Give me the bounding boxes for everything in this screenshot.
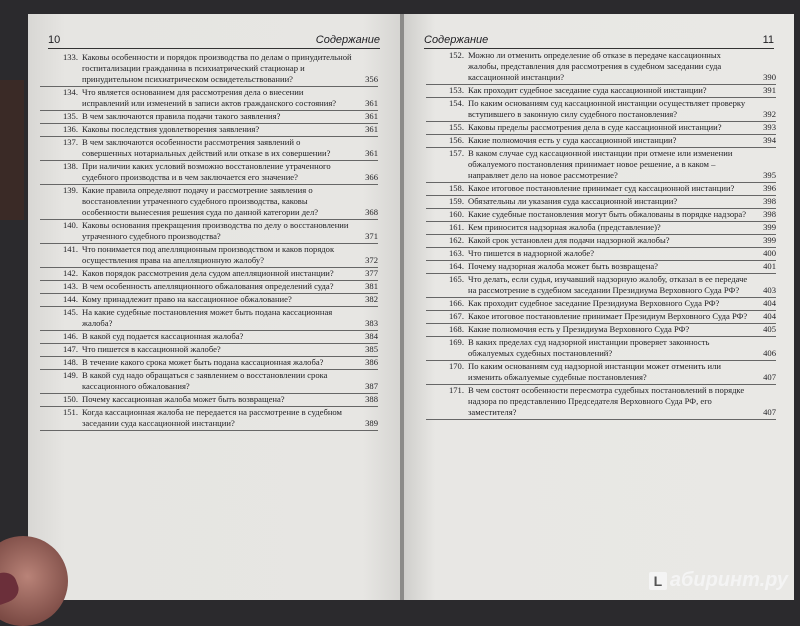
running-title: Содержание — [315, 34, 380, 46]
toc-entry — [426, 122, 776, 135]
toc-entry — [40, 370, 378, 394]
toc-entry — [40, 137, 378, 161]
toc-entry — [426, 148, 776, 183]
toc-entry-text: Почему надзорная жалоба может быть возвращена? — [468, 261, 658, 271]
toc-entry-page: 368 — [365, 207, 378, 217]
toc-entry-page: 390 — [763, 72, 776, 82]
toc-entry-number: 150. — [62, 394, 78, 404]
toc-entry-text: Можно ли отменить определение об отказе в передаче кассационных жалобы, представления для рассмотрения в судебном заседании суда кассационной инстанции? — [468, 50, 722, 82]
toc-entry-text: Как проходит судебное заседание Президиума Верховного Суда РФ? — [468, 298, 720, 308]
toc-entry-text: Кому принадлежит право на кассационное обжалование? — [82, 294, 292, 304]
toc-entry — [40, 220, 378, 244]
toc-entry-text: Какие полномочия есть у Президиума Верховного Суда РФ? — [468, 324, 690, 334]
toc-entry — [40, 394, 378, 407]
toc-list — [40, 52, 378, 431]
toc-entry — [40, 281, 378, 294]
toc-entry-page: 371 — [365, 231, 378, 241]
toc-entry-page: 398 — [763, 209, 776, 219]
toc-entry-number: 164. — [448, 261, 464, 271]
toc-entry-text: Каковы основания прекращения производства по делу о восстановлении утраченного судебного производства? — [82, 220, 349, 241]
toc-entry-page: 361 — [365, 148, 378, 158]
toc-entry-text: Каковы пределы рассмотрения дела в суде кассационной инстанции? — [468, 122, 722, 132]
page-number: 11 — [762, 34, 774, 46]
toc-entry-number: 143. — [62, 281, 78, 291]
toc-entry-page: 403 — [763, 285, 776, 295]
toc-entry-number: 169. — [448, 337, 464, 347]
toc-entry-text: Как проходит судебное заседание суда кассационной инстанции? — [468, 85, 707, 95]
toc-entry-page: 383 — [365, 318, 378, 328]
toc-entry-page: 406 — [763, 348, 776, 358]
toc-entry-text: Что является основанием для рассмотрения дела о внесении исправлений или изменений в записи актов гражданского состояния? — [82, 87, 337, 108]
toc-entry-page: 361 — [365, 98, 378, 108]
toc-entry-number: 166. — [448, 298, 464, 308]
toc-entry — [426, 183, 776, 196]
toc-entry-text: Обязательны ли указания суда кассационной инстанции? — [468, 196, 678, 206]
toc-entry-number: 156. — [448, 135, 464, 145]
toc-entry-number: 136. — [62, 124, 78, 134]
toc-entry-number: 141. — [62, 244, 78, 254]
running-title: Содержание — [424, 34, 489, 46]
watermark-logo — [649, 569, 788, 592]
toc-entry — [426, 209, 776, 222]
toc-entry — [40, 185, 378, 220]
toc-entry — [426, 298, 776, 311]
toc-entry-page: 407 — [763, 372, 776, 382]
toc-entry — [40, 407, 378, 431]
toc-entry-text: Что пишется в кассационной жалобе? — [82, 344, 221, 354]
toc-entry-text: В каких пределах суд надзорной инстанции проверяет законность обжалуемых судебных постановлений? — [468, 337, 710, 358]
toc-entry — [40, 52, 378, 87]
toc-entry-text: По каким основаниям суд кассационной инстанции осуществляет проверку вступившего в законную силу судебного постановления? — [468, 98, 746, 119]
toc-entry-text: В каком случае суд кассационной инстанции при отмене или изменении обжалуемого постановления принимает новое решение, а в каком – направляет дело на новое рассмотрение? — [468, 148, 733, 180]
toc-entry-page: 395 — [763, 170, 776, 180]
toc-entry-number: 144. — [62, 294, 78, 304]
toc-entry-text: В какой суд подается кассационная жалоба? — [82, 331, 244, 341]
toc-entry-text: По каким основаниям суд надзорной инстанции может отменить или изменить обжалуемые судебные постановления? — [468, 361, 722, 382]
toc-entry — [426, 324, 776, 337]
toc-entry-number: 168. — [448, 324, 464, 334]
toc-entry-page: 396 — [763, 183, 776, 193]
toc-entry-number: 171. — [448, 385, 464, 395]
toc-entry-page: 391 — [763, 85, 776, 95]
toc-entry-page: 399 — [763, 222, 776, 232]
toc-entry-text: Что делать, если судья, изучавший надзорную жалобу, отказал в ее передаче на рассмотрение в судебном заседании Президиума Верховного Суда РФ? — [468, 274, 748, 295]
toc-entry-page: 392 — [763, 109, 776, 119]
toc-entry — [426, 311, 776, 324]
toc-entry-page: 385 — [365, 344, 378, 354]
toc-entry-number: 161. — [448, 222, 464, 232]
toc-entry-number: 134. — [62, 87, 78, 97]
toc-entry-number: 139. — [62, 185, 78, 195]
labirint-logo-icon: L — [649, 572, 667, 590]
toc-entry — [426, 222, 776, 235]
toc-entry-page: 404 — [763, 311, 776, 321]
toc-entry-page: 388 — [365, 394, 378, 404]
toc-entry-page: 398 — [763, 196, 776, 206]
toc-entry-text: В чем заключаются правила подачи такого заявления? — [82, 111, 281, 121]
toc-entry-text: В чем особенность апелляционного обжалования определений суда? — [82, 281, 334, 291]
toc-entry-text: Каков порядок рассмотрения дела судом апелляционной инстанции? — [82, 268, 334, 278]
toc-entry-number: 148. — [62, 357, 78, 367]
toc-entry — [40, 344, 378, 357]
page-header — [48, 28, 380, 49]
toc-entry-page: 393 — [763, 122, 776, 132]
toc-entry-text: Какое итоговое постановление принимает суд кассационной инстанции? — [468, 183, 735, 193]
toc-entry-number: 163. — [448, 248, 464, 258]
toc-entry-text: В чем заключаются особенности рассмотрения заявлений о совершенных нотариальных действий или отказе в их совершении? — [82, 137, 331, 158]
toc-entry-number: 162. — [448, 235, 464, 245]
toc-entry-number: 153. — [448, 85, 464, 95]
toc-entry-page: 382 — [365, 294, 378, 304]
toc-entry-number: 133. — [62, 52, 78, 62]
toc-entry-page: 399 — [763, 235, 776, 245]
toc-entry-page: 389 — [365, 418, 378, 428]
toc-entry-text: Какие полномочия есть у суда кассационной инстанции? — [468, 135, 677, 145]
toc-entry — [426, 261, 776, 274]
toc-entry-number: 147. — [62, 344, 78, 354]
page-number: 10 — [48, 34, 61, 46]
toc-entry — [426, 235, 776, 248]
toc-entry — [40, 294, 378, 307]
toc-entry-page: 394 — [763, 135, 776, 145]
toc-entry-number: 152. — [448, 50, 464, 60]
toc-entry-number: 140. — [62, 220, 78, 230]
toc-entry-text: Когда кассационная жалоба не передается на рассмотрение в судебном заседании суда кассационной инстанции? — [82, 407, 342, 428]
toc-entry-text: Каковы последствия удовлетворения заявления? — [82, 124, 260, 134]
toc-entry-page: 372 — [365, 255, 378, 265]
toc-entry-page: 361 — [365, 124, 378, 134]
toc-entry — [426, 98, 776, 122]
book-cover-edge — [0, 80, 24, 220]
toc-entry-page: 381 — [365, 281, 378, 291]
toc-entry-page: 366 — [365, 172, 378, 182]
toc-entry-text: Кем приносится надзорная жалоба (представление)? — [468, 222, 661, 232]
toc-entry-page: 356 — [365, 74, 378, 84]
toc-entry — [426, 50, 776, 85]
toc-entry-number: 170. — [448, 361, 464, 371]
toc-entry-text: Какое итоговое постановление принимает Президиум Верховного Суда РФ? — [468, 311, 748, 321]
toc-entry-page: 377 — [365, 268, 378, 278]
toc-entry-text: На какие судебные постановления может быть подана кассационная жалоба? — [82, 307, 333, 328]
toc-entry — [426, 361, 776, 385]
toc-entry-text: Какие правила определяют подачу и рассмотрение заявления о восстановлении утраченного судебного производства, каковы особенности вынесения решения суда по данной категории дел? — [82, 185, 319, 217]
toc-list — [426, 50, 776, 420]
toc-entry-number: 146. — [62, 331, 78, 341]
toc-entry-page: 384 — [365, 331, 378, 341]
toc-entry-text: Что пишется в надзорной жалобе? — [468, 248, 595, 258]
toc-entry-number: 159. — [448, 196, 464, 206]
watermark-text: абиринт.ру — [669, 569, 788, 591]
toc-entry-text: В какой суд надо обращаться с заявлением о восстановлении срока кассационного обжалования? — [82, 370, 328, 391]
toc-entry — [426, 337, 776, 361]
toc-entry-page: 387 — [365, 381, 378, 391]
toc-entry — [40, 111, 378, 124]
toc-entry-number: 157. — [448, 148, 464, 158]
toc-entry-text: В чем состоят особенности пересмотра судебных постановлений в порядке надзора по представлению Председателя Верховного Суда РФ, его заместителя? — [468, 385, 745, 417]
toc-entry-page: 400 — [763, 248, 776, 258]
page-header — [424, 28, 774, 49]
toc-entry-page: 405 — [763, 324, 776, 334]
toc-entry — [426, 85, 776, 98]
right-page — [404, 14, 794, 600]
toc-entry — [426, 135, 776, 148]
thumb-nail — [0, 569, 22, 610]
toc-entry — [40, 161, 378, 185]
toc-entry — [426, 248, 776, 261]
toc-entry-number: 138. — [62, 161, 78, 171]
toc-entry-number: 151. — [62, 407, 78, 417]
toc-entry — [40, 331, 378, 344]
toc-entry — [40, 244, 378, 268]
toc-entry-number: 137. — [62, 137, 78, 147]
toc-entry-number: 165. — [448, 274, 464, 284]
toc-entry-page: 386 — [365, 357, 378, 367]
toc-entry — [40, 124, 378, 137]
toc-entry-text: Почему кассационная жалоба может быть возвращена? — [82, 394, 285, 404]
toc-entry-page: 407 — [763, 407, 776, 417]
toc-entry — [40, 307, 378, 331]
toc-entry — [426, 196, 776, 209]
toc-entry-number: 135. — [62, 111, 78, 121]
toc-entry-page: 404 — [763, 298, 776, 308]
toc-entry-number: 160. — [448, 209, 464, 219]
toc-entry-number: 142. — [62, 268, 78, 278]
toc-entry-text: Каковы особенности и порядок производства по делам о принудительной госпитализации гражданина в психиатрический стационар и принудительном психиатрическом освидетельствовании? — [82, 52, 352, 84]
toc-entry — [40, 357, 378, 370]
toc-entry-number: 167. — [448, 311, 464, 321]
toc-entry — [40, 87, 378, 111]
toc-entry-number: 154. — [448, 98, 464, 108]
toc-entry — [40, 268, 378, 281]
toc-entry-number: 149. — [62, 370, 78, 380]
toc-entry-text: Какой срок установлен для подачи надзорной жалобы? — [468, 235, 670, 245]
toc-entry-number: 145. — [62, 307, 78, 317]
toc-entry — [426, 385, 776, 420]
left-page — [28, 14, 400, 600]
toc-entry-text: Какие судебные постановления могут быть обжалованы в порядке надзора? — [468, 209, 747, 219]
toc-entry-number: 155. — [448, 122, 464, 132]
toc-entry-page: 401 — [763, 261, 776, 271]
toc-entry-number: 158. — [448, 183, 464, 193]
toc-entry-text: Что понимается под апелляционным производством и каков порядок осуществления права на апелляционную жалобу? — [82, 244, 335, 265]
toc-entry-text: В течение какого срока может быть подана кассационная жалоба? — [82, 357, 324, 367]
toc-entry-page: 361 — [365, 111, 378, 121]
toc-entry-text: При наличии каких условий возможно восстановление утраченного судебного производства и в чем заключается его значение? — [82, 161, 331, 182]
toc-entry — [426, 274, 776, 298]
